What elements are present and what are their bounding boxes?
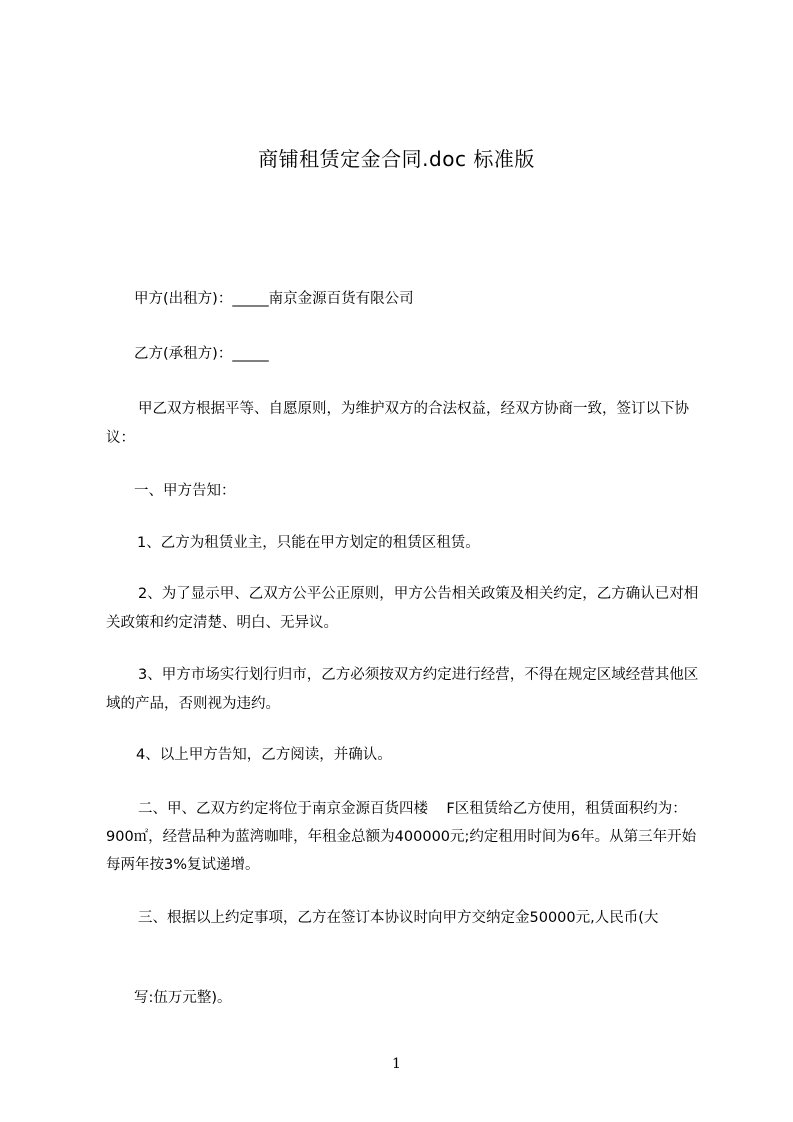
- document-title: 商铺租赁定金合同.doc 标准版: [258, 147, 535, 171]
- clause-1-4: 4、以上甲方告知，乙方阅读，并确认。: [136, 747, 392, 763]
- clause-1-2: 2、为了显示甲、乙双方公平公正原则，甲方公告相关政策及相关约定，乙方确认已对相关政策和约定清楚、明白、无异议。: [106, 586, 699, 631]
- clause-1-3: 3、甲方市场实行划行归市，乙方必须按双方约定进行经营，不得在规定区域经营其他区域的产品，否则视为违约。: [106, 667, 699, 712]
- section-3-line-2: 写:伍万元整)。: [134, 990, 232, 1006]
- party-b-line: 乙方(承租方)：_____: [134, 346, 269, 362]
- preamble-paragraph: 甲乙双方根据平等、自愿原则，为维护双方的合法权益，经双方协商一致，签订以下协议：: [106, 401, 689, 446]
- section-2-paragraph: 二、甲、乙双方约定将位于南京金源百货四楼 F区租赁给乙方使用，租赁面积约为：900㎡，经营品种为蓝湾咖啡，年租金总额为400000元;约定租用时间为6年。从第三年开始每两年按3%复试递增。: [106, 801, 697, 873]
- section-1-heading: 一、甲方告知：: [134, 483, 236, 499]
- clause-1-1: 1、乙方为租赁业主，只能在甲方划定的租赁区租赁。: [137, 535, 480, 551]
- section-3-line-1: 三、根据以上约定事项，乙方在签订本协议时向甲方交纳定金50000元,人民币(大: [138, 910, 659, 926]
- party-a-line: 甲方(出租方)：_____南京金源百货有限公司: [134, 291, 414, 307]
- page-number: 1: [392, 1056, 401, 1072]
